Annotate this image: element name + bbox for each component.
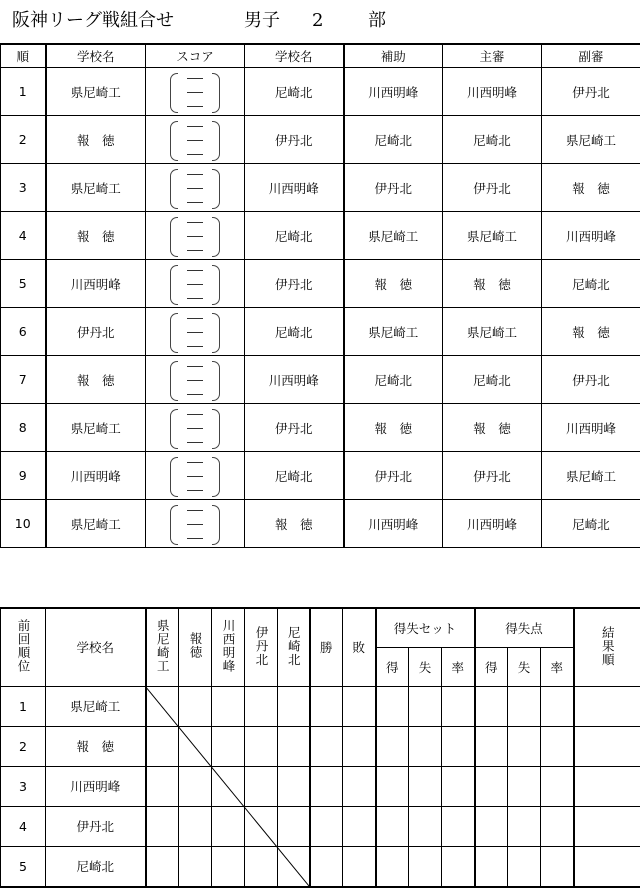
point-gain-cell[interactable] — [475, 806, 508, 846]
bracket-left-icon — [170, 409, 178, 449]
schedule-row — [1, 308, 640, 356]
score-dash — [187, 318, 203, 319]
set-gain-cell[interactable] — [376, 726, 409, 766]
schedule-row — [1, 164, 640, 212]
score-dash — [187, 140, 203, 141]
loss-cell[interactable] — [343, 806, 376, 846]
score-input-box[interactable] — [164, 503, 226, 545]
header-assist: 補助 — [344, 44, 443, 68]
result-rank-cell[interactable] — [574, 766, 640, 806]
score-dash — [187, 270, 203, 271]
schedule-row — [1, 116, 640, 164]
previous-rank-cell: 5 — [1, 846, 46, 887]
score-input-box[interactable] — [164, 119, 226, 161]
bracket-right-icon — [212, 121, 220, 161]
header-set-rate: 率 — [442, 647, 475, 686]
score-cell[interactable] — [146, 500, 245, 548]
assist-cell: 尼崎北 — [344, 356, 443, 404]
bracket-left-icon — [170, 313, 178, 353]
score-dash — [187, 414, 203, 415]
vs-result-cell[interactable] — [245, 846, 278, 887]
sub-referee-cell: 川西明峰 — [542, 404, 640, 452]
header-opponent-4: 伊丹北 — [245, 608, 278, 686]
row-number-cell: 7 — [1, 356, 46, 404]
vs-result-cell[interactable] — [245, 806, 278, 846]
header-set-diff: 得失セット — [376, 608, 475, 647]
bracket-left-icon — [170, 505, 178, 545]
header-point-gain: 得 — [475, 647, 508, 686]
referee-cell: 尼崎北 — [443, 116, 542, 164]
point-rate-cell[interactable] — [541, 846, 574, 887]
assist-cell: 伊丹北 — [344, 452, 443, 500]
point-gain-cell[interactable] — [475, 766, 508, 806]
bracket-right-icon — [212, 361, 220, 401]
header-school-1: 学校名 — [46, 44, 146, 68]
header-loss: 敗 — [343, 608, 376, 686]
set-loss-cell[interactable] — [409, 806, 442, 846]
team-2-cell: 伊丹北 — [245, 116, 344, 164]
score-cell[interactable] — [146, 116, 245, 164]
team-2-cell: 報 徳 — [245, 500, 344, 548]
referee-cell: 川西明峰 — [443, 500, 542, 548]
set-loss-cell[interactable] — [409, 686, 442, 726]
assist-cell: 報 徳 — [344, 404, 443, 452]
score-dash — [187, 524, 203, 525]
team-1-cell: 県尼崎工 — [46, 404, 146, 452]
header-order: 順 — [1, 44, 46, 68]
score-cell[interactable] — [146, 212, 245, 260]
referee-cell: 報 徳 — [443, 260, 542, 308]
score-dash — [187, 298, 203, 299]
score-input-box[interactable] — [164, 71, 226, 113]
vs-result-cell[interactable] — [146, 806, 179, 846]
vs-result-cell[interactable] — [278, 766, 310, 806]
score-dash — [187, 126, 203, 127]
assist-cell: 県尼崎工 — [344, 212, 443, 260]
referee-cell: 尼崎北 — [443, 356, 542, 404]
header-point-rate: 率 — [541, 647, 574, 686]
previous-rank-cell: 3 — [1, 766, 46, 806]
set-loss-cell[interactable] — [409, 726, 442, 766]
point-loss-cell[interactable] — [508, 806, 541, 846]
score-cell[interactable] — [146, 260, 245, 308]
vs-result-cell[interactable] — [179, 846, 212, 887]
loss-cell[interactable] — [343, 846, 376, 887]
set-rate-cell[interactable] — [442, 726, 475, 766]
bracket-left-icon — [170, 169, 178, 209]
vs-result-cell[interactable] — [278, 806, 310, 846]
score-cell[interactable] — [146, 356, 245, 404]
score-dash — [187, 476, 203, 477]
row-number-cell: 6 — [1, 308, 46, 356]
schedule-row — [1, 500, 640, 548]
score-dash — [187, 490, 203, 491]
team-2-cell: 伊丹北 — [245, 404, 344, 452]
team-2-cell: 尼崎北 — [245, 68, 344, 116]
standings-table — [0, 607, 640, 888]
vs-result-cell[interactable] — [278, 726, 310, 766]
row-number-cell: 1 — [1, 68, 46, 116]
header-sub-referee: 副審 — [542, 44, 640, 68]
previous-rank-cell: 4 — [1, 806, 46, 846]
set-rate-cell[interactable] — [442, 846, 475, 887]
bracket-left-icon — [170, 265, 178, 305]
loss-cell[interactable] — [343, 726, 376, 766]
row-number-cell: 9 — [1, 452, 46, 500]
vs-result-cell[interactable] — [278, 846, 310, 887]
point-rate-cell[interactable] — [541, 686, 574, 726]
point-gain-cell[interactable] — [475, 686, 508, 726]
score-input-box[interactable] — [164, 455, 226, 497]
sub-referee-cell: 伊丹北 — [542, 356, 640, 404]
sub-referee-cell: 県尼崎工 — [542, 116, 640, 164]
schedule-row — [1, 356, 640, 404]
team-2-cell: 伊丹北 — [245, 260, 344, 308]
header-opponent-1: 県尼崎工 — [146, 608, 179, 686]
point-rate-cell[interactable] — [541, 806, 574, 846]
standings-school-cell: 報 徳 — [46, 726, 146, 766]
schedule-row — [1, 260, 640, 308]
score-input-box[interactable] — [164, 215, 226, 257]
result-rank-cell[interactable] — [574, 726, 640, 766]
previous-rank-cell: 2 — [1, 726, 46, 766]
score-dash — [187, 462, 203, 463]
team-1-cell: 伊丹北 — [46, 308, 146, 356]
score-dash — [187, 428, 203, 429]
title-main: 阪神リーグ戦組合せ — [12, 10, 174, 31]
win-cell[interactable] — [310, 806, 343, 846]
score-cell[interactable] — [146, 164, 245, 212]
header-point-diff: 得失点 — [475, 608, 574, 647]
result-rank-cell[interactable] — [574, 806, 640, 846]
row-number-cell: 8 — [1, 404, 46, 452]
vs-result-cell[interactable] — [245, 766, 278, 806]
header-score: スコア — [146, 44, 245, 68]
header-result-rank: 結果順 — [574, 608, 640, 686]
team-1-cell: 報 徳 — [46, 212, 146, 260]
sub-referee-cell: 報 徳 — [542, 308, 640, 356]
vs-result-cell[interactable] — [179, 806, 212, 846]
schedule-row — [1, 452, 640, 500]
vs-result-cell[interactable] — [179, 766, 212, 806]
set-rate-cell[interactable] — [442, 686, 475, 726]
score-dash — [187, 366, 203, 367]
header-point-loss: 失 — [508, 647, 541, 686]
standings-row — [1, 766, 640, 806]
bracket-left-icon — [170, 361, 178, 401]
score-input-box[interactable] — [164, 359, 226, 401]
score-dash — [187, 174, 203, 175]
bracket-right-icon — [212, 505, 220, 545]
standings-school-cell: 伊丹北 — [46, 806, 146, 846]
sub-referee-cell: 尼崎北 — [542, 500, 640, 548]
win-cell[interactable] — [310, 726, 343, 766]
win-cell[interactable] — [310, 846, 343, 887]
score-input-box[interactable] — [164, 167, 226, 209]
previous-rank-cell: 1 — [1, 686, 46, 726]
score-dash — [187, 284, 203, 285]
team-2-cell: 尼崎北 — [245, 452, 344, 500]
standings-row — [1, 806, 640, 846]
bracket-right-icon — [212, 409, 220, 449]
team-1-cell: 報 徳 — [46, 356, 146, 404]
vs-result-cell[interactable] — [245, 686, 278, 726]
bracket-right-icon — [212, 265, 220, 305]
set-gain-cell[interactable] — [376, 766, 409, 806]
row-number-cell: 4 — [1, 212, 46, 260]
set-rate-cell[interactable] — [442, 766, 475, 806]
referee-cell: 県尼崎工 — [443, 212, 542, 260]
team-2-cell: 川西明峰 — [245, 356, 344, 404]
team-1-cell: 川西明峰 — [46, 452, 146, 500]
bracket-right-icon — [212, 313, 220, 353]
score-dash — [187, 188, 203, 189]
score-input-box[interactable] — [164, 311, 226, 353]
header-opponent-2: 報徳 — [179, 608, 212, 686]
team-1-cell: 県尼崎工 — [46, 68, 146, 116]
referee-cell: 伊丹北 — [443, 164, 542, 212]
bracket-right-icon — [212, 73, 220, 113]
referee-cell: 報 徳 — [443, 404, 542, 452]
score-dash — [187, 236, 203, 237]
schedule-row — [1, 404, 640, 452]
point-loss-cell[interactable] — [508, 846, 541, 887]
title-division-number: 2 — [312, 10, 324, 31]
score-dash — [187, 510, 203, 511]
header-opponent-3: 川西明峰 — [212, 608, 245, 686]
header-set-gain: 得 — [376, 647, 409, 686]
row-number-cell: 10 — [1, 500, 46, 548]
set-gain-cell[interactable] — [376, 686, 409, 726]
title-gender: 男子 — [244, 10, 280, 31]
score-dash — [187, 380, 203, 381]
team-2-cell: 尼崎北 — [245, 212, 344, 260]
set-gain-cell[interactable] — [376, 806, 409, 846]
vs-result-cell[interactable] — [212, 766, 245, 806]
score-dash — [187, 346, 203, 347]
point-loss-cell[interactable] — [508, 766, 541, 806]
vs-result-cell[interactable] — [245, 726, 278, 766]
vs-result-cell[interactable] — [146, 846, 179, 887]
vs-result-cell[interactable] — [179, 726, 212, 766]
vs-result-cell[interactable] — [146, 766, 179, 806]
score-cell[interactable] — [146, 452, 245, 500]
assist-cell: 報 徳 — [344, 260, 443, 308]
win-cell[interactable] — [310, 686, 343, 726]
standings-row — [1, 686, 640, 726]
loss-cell[interactable] — [343, 766, 376, 806]
score-dash — [187, 394, 203, 395]
bracket-right-icon — [212, 169, 220, 209]
row-number-cell: 3 — [1, 164, 46, 212]
header-previous-rank: 前回順位 — [1, 608, 46, 686]
set-loss-cell[interactable] — [409, 846, 442, 887]
standings-school-cell: 川西明峰 — [46, 766, 146, 806]
vs-result-cell[interactable] — [146, 686, 179, 726]
point-gain-cell[interactable] — [475, 846, 508, 887]
header-school-2: 学校名 — [245, 44, 344, 68]
header-opponent-5: 尼崎北 — [278, 608, 310, 686]
sub-referee-cell: 県尼崎工 — [542, 452, 640, 500]
team-1-cell: 川西明峰 — [46, 260, 146, 308]
score-dash — [187, 154, 203, 155]
vs-result-cell[interactable] — [146, 726, 179, 766]
team-2-cell: 川西明峰 — [245, 164, 344, 212]
score-dash — [187, 332, 203, 333]
standings-row — [1, 846, 640, 887]
assist-cell: 尼崎北 — [344, 116, 443, 164]
bracket-left-icon — [170, 457, 178, 497]
score-cell[interactable] — [146, 404, 245, 452]
result-rank-cell[interactable] — [574, 686, 640, 726]
schedule-row — [1, 68, 640, 116]
sub-referee-cell: 報 徳 — [542, 164, 640, 212]
score-dash — [187, 78, 203, 79]
assist-cell: 県尼崎工 — [344, 308, 443, 356]
assist-cell: 伊丹北 — [344, 164, 443, 212]
score-dash — [187, 442, 203, 443]
standings-school-cell: 尼崎北 — [46, 846, 146, 887]
score-input-box[interactable] — [164, 407, 226, 449]
set-loss-cell[interactable] — [409, 766, 442, 806]
point-gain-cell[interactable] — [475, 726, 508, 766]
score-dash — [187, 92, 203, 93]
vs-result-cell[interactable] — [278, 686, 310, 726]
row-number-cell: 2 — [1, 116, 46, 164]
assist-cell: 川西明峰 — [344, 68, 443, 116]
score-dash — [187, 106, 203, 107]
team-1-cell: 県尼崎工 — [46, 164, 146, 212]
score-cell[interactable] — [146, 308, 245, 356]
vs-result-cell[interactable] — [212, 686, 245, 726]
header-referee: 主審 — [443, 44, 542, 68]
set-rate-cell[interactable] — [442, 806, 475, 846]
vs-result-cell[interactable] — [212, 846, 245, 887]
page-title — [12, 6, 386, 36]
score-dash — [187, 250, 203, 251]
schedule-header-row — [1, 44, 640, 68]
bracket-left-icon — [170, 121, 178, 161]
score-input-box[interactable] — [164, 263, 226, 305]
bracket-right-icon — [212, 217, 220, 257]
title-division-label: 部 — [368, 10, 386, 31]
assist-cell: 川西明峰 — [344, 500, 443, 548]
point-loss-cell[interactable] — [508, 726, 541, 766]
row-number-cell: 5 — [1, 260, 46, 308]
header-set-loss: 失 — [409, 647, 442, 686]
result-rank-cell[interactable] — [574, 846, 640, 887]
vs-result-cell[interactable] — [212, 726, 245, 766]
header-win: 勝 — [310, 608, 343, 686]
set-gain-cell[interactable] — [376, 846, 409, 887]
score-cell[interactable] — [146, 68, 245, 116]
loss-cell[interactable] — [343, 686, 376, 726]
point-loss-cell[interactable] — [508, 686, 541, 726]
vs-result-cell[interactable] — [212, 806, 245, 846]
bracket-left-icon — [170, 217, 178, 257]
point-rate-cell[interactable] — [541, 726, 574, 766]
bracket-left-icon — [170, 73, 178, 113]
header-standings-school: 学校名 — [46, 608, 146, 686]
score-dash — [187, 202, 203, 203]
referee-cell: 県尼崎工 — [443, 308, 542, 356]
bracket-right-icon — [212, 457, 220, 497]
sub-referee-cell: 伊丹北 — [542, 68, 640, 116]
standings-row — [1, 726, 640, 766]
point-rate-cell[interactable] — [541, 766, 574, 806]
score-dash — [187, 538, 203, 539]
standings-header-row — [1, 608, 640, 647]
sub-referee-cell: 川西明峰 — [542, 212, 640, 260]
sub-referee-cell: 尼崎北 — [542, 260, 640, 308]
team-1-cell: 県尼崎工 — [46, 500, 146, 548]
schedule-row — [1, 212, 640, 260]
match-schedule-table — [0, 43, 640, 548]
win-cell[interactable] — [310, 766, 343, 806]
referee-cell: 伊丹北 — [443, 452, 542, 500]
vs-result-cell[interactable] — [179, 686, 212, 726]
standings-school-cell: 県尼崎工 — [46, 686, 146, 726]
referee-cell: 川西明峰 — [443, 68, 542, 116]
score-dash — [187, 222, 203, 223]
team-1-cell: 報 徳 — [46, 116, 146, 164]
team-2-cell: 尼崎北 — [245, 308, 344, 356]
